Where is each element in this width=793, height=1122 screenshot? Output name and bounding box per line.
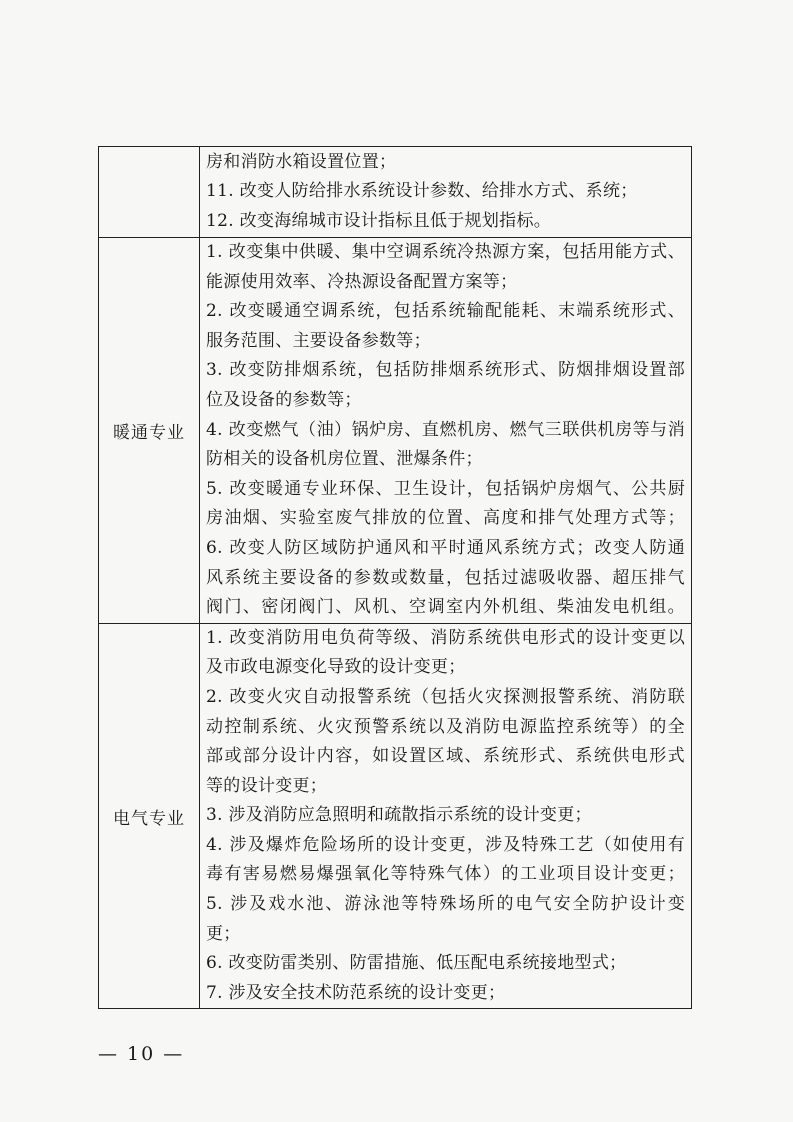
text-line: 1. 改变集中供暖、集中空调系统冷热源方案，包括用能方式、 <box>206 242 685 262</box>
text-line: 毒有害易燃易爆强氧化等特殊气体）的工业项目设计变更； <box>206 864 685 885</box>
text-line: 11. 改变人防给排水系统设计参数、给排水方式、系统； <box>206 181 638 202</box>
text-line: 3. 改变防排烟系统，包括防排烟系统形式、防烟排烟设置部 <box>206 360 685 381</box>
text-line: 防相关的设备机房位置、泄爆条件； <box>206 449 483 470</box>
text-line: 6. 改变人防区域防护通风和平时通风系统方式；改变人防通 <box>206 537 685 558</box>
text-line: 7. 涉及安全技术防范系统的设计变更； <box>206 982 506 1003</box>
content-cell <box>200 238 692 624</box>
text-line: 5. 改变暖通专业环保、卫生设计，包括锅炉房烟气、公共厨 <box>206 478 685 499</box>
text-line: 4. 改变燃气（油）锅炉房、直燃机房、燃气三联供机房等与消 <box>206 419 685 440</box>
text-line: 能源使用效率、冷热源设备配置方案等； <box>206 271 518 292</box>
text-line: 房油烟、实验室废气排放的位置、高度和排气处理方式等； <box>206 508 685 529</box>
text-line: 等的设计变更； <box>206 775 328 796</box>
content-cell <box>200 147 692 238</box>
text-line: 服务范围、主要设备参数等； <box>206 330 431 351</box>
table-row <box>99 623 692 1009</box>
page-number: — 10 — <box>98 1043 185 1065</box>
category-cell: 电气专业 <box>99 623 200 1009</box>
text-line: 及市政电源变化导致的设计变更； <box>206 657 466 678</box>
text-line: 2. 改变火灾自动报警系统（包括火灾探测报警系统、消防联 <box>206 686 685 707</box>
text-line: 房和消防水箱设置位置； <box>206 151 397 172</box>
text-line: 3. 涉及消防应急照明和疏散指示系统的设计变更； <box>206 805 592 826</box>
text-line: 更； <box>206 923 241 944</box>
table-row <box>99 147 692 238</box>
text-line: 位及设备的参数等； <box>206 389 362 410</box>
text-line: 6. 改变防雷类别、防雷措施、低压配电系统接地型式； <box>206 953 627 974</box>
content-cell <box>200 623 692 1009</box>
text-line: 风系统主要设备的参数或数量，包括过滤吸收器、超压排气 <box>206 567 685 588</box>
text-line: 阀门、密闭阀门、风机、空调室内外机组、柴油发电机组。 <box>206 597 685 618</box>
specification-table <box>98 146 692 1009</box>
text-line: 4. 涉及爆炸危险场所的设计变更，涉及特殊工艺（如使用有 <box>206 834 685 855</box>
text-line: 1. 改变消防用电负荷等级、消防系统供电形式的设计变更以 <box>206 627 685 648</box>
category-cell <box>99 147 200 238</box>
text-line: 12. 改变海绵城市设计指标且低于规划指标。 <box>206 210 552 231</box>
text-line: 部或部分设计内容，如设置区域、系统形式、系统供电形式 <box>206 746 685 767</box>
category-cell: 暖通专业 <box>99 238 200 624</box>
text-line: 2. 改变暖通空调系统，包括系统输配能耗、末端系统形式、 <box>206 301 685 322</box>
text-line: 动控制系统、火灾预警系统以及消防电源监控系统等）的全 <box>206 716 685 737</box>
text-line: 5. 涉及戏水池、游泳池等特殊场所的电气安全防护设计变 <box>206 894 685 915</box>
table-row <box>99 238 692 624</box>
